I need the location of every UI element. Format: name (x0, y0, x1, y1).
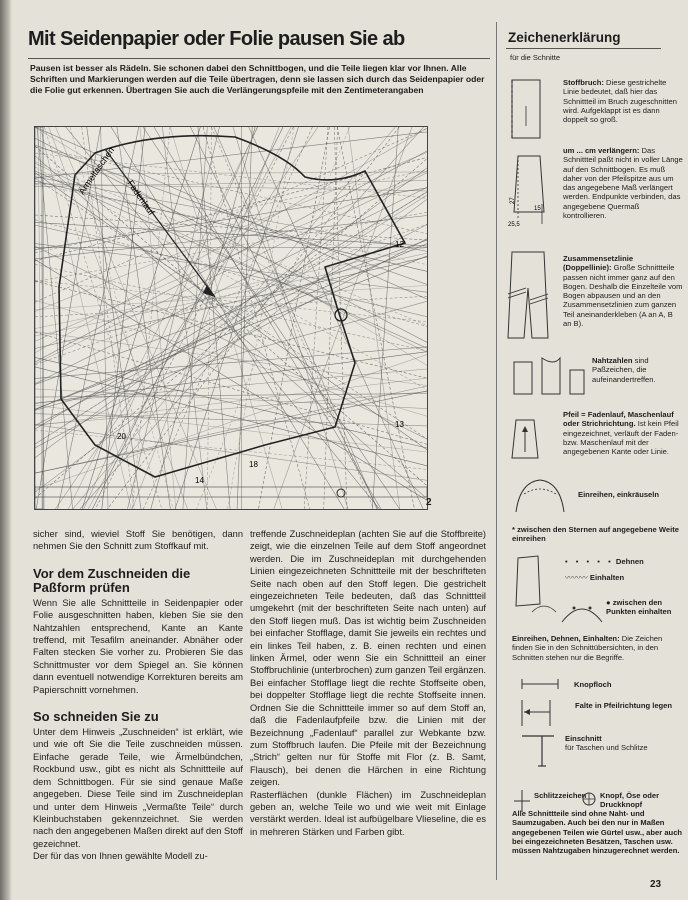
legend-einschnitt-head: Einschnitt (565, 734, 602, 743)
pattern-line (35, 244, 427, 293)
legend-nahtzahlen (592, 356, 682, 384)
legend-edi (512, 634, 684, 662)
article-intro: Pausen ist besser als Rädeln. Sie schonen dabei den Schnittbogen, und die Teile liegen klar vor Ihnen. Alle Schriften und Markierungen werden auf die Teile übertragen, denn sie lassen sich durch das Seidenpapier oder die Folie gut erkennen. Übertragen Sie auch die Verlängerungspfeile mit den Zentimeterangaben (30, 63, 485, 95)
heading-passform-line2: Paßform prüfen (33, 579, 130, 595)
page-binding-shadow (0, 0, 12, 900)
heading-passform (33, 567, 243, 595)
legend-knopfloch: Knopfloch (574, 680, 612, 689)
fig-label-18: 18 (249, 460, 258, 469)
pattern-line (35, 195, 427, 444)
stoffbruch-icon (506, 76, 558, 146)
legend-subtitle: für die Schnitte (510, 53, 561, 62)
figure-number: 2 (426, 497, 432, 508)
heading-zuschneiden: So schneiden Sie zu (33, 709, 159, 725)
legend-zusammensetzlinie (563, 254, 683, 328)
col2-paragraph-2: Rasterflächen (dunkle Flächen) im Zuschneideplan geben an, welche Teile wo und wie weit mit Einlage verstärkt werden. Ideal ist aufbügelbare Vlieseline, die es in mehreren Stärken und Farben gibt. (250, 789, 486, 837)
col1-paragraph-2: Wenn Sie alle Schnittteile in Seidenpapier oder Folie ausgeschnitten haben, kleben Sie sie den Nahtzahlen entsprechend, Kante an Kante treffend, mit Tesafilm aneinander. Abnäher oder Falten stecken Sie vorher zu. Probieren Sie das Schnittmuster vor dem Spiegel an. Sie können dann eventuell notwendige Korrekturen bereits am Papierschnitt vornehmen. (33, 597, 243, 695)
dehnen-einhalten-icon (510, 552, 562, 632)
legend-pfeil (563, 410, 683, 456)
falte-icon (516, 698, 566, 728)
legend-naht-head: Nahtzahlen (592, 356, 633, 365)
pattern-line (35, 147, 427, 234)
legend-title-rule (506, 48, 661, 49)
legend-dehnen-label: Dehnen (615, 557, 644, 566)
article-title: Mit Seidenpapier oder Folie pausen Sie ab (28, 28, 405, 50)
col2-paragraph-1: treffende Zuschneideplan (achten Sie auf die Stoffbreite) zeigt, wie die einzelnen Teile auf dem Stoff angeordnet werden. Die im Zuschneideplan mit durchgehenden Linien eingezeichneten Schnittteile mit der beschrifteten Seite nach oben auf den Stoff legen. Die gestrichelt eingezeichneten Teile bedeuten, daß das Schnittteil umgekehrt (mit der beschrifteten Seite nach unten) auf den Stoff liegen muß. Das ist wichtig beim Zuschneiden bei einfacher Stofflage, damit Sie jeweils ein rechtes und ein linkes Teil haben, z. B. einen rechten und einen linken Ärmel, oder wenn Sie ein Schnittteil an einer Stoffbruchlinie (unterbrochen) zum ganzen Teil ergänzen. Bei einfacher Stofflage liegt die rechte Stoffseite oben, bei doppelter Stofflage liegt die rechte Stoffseite innen. Ordnen Sie die Schnittteile immer so auf dem Stoff an, daß die Fadenlaufpfeile bzw. die Linien mit der Bezeichnung „Fadenlauf“ parallel zur Webkante bzw. zum Stoffbruch laufen. Die Pfeile mit der Bezeichnung „Strich“ gelten nur für Stoffe mit Flor (z. B. Samt, Flausch), bei denen die Härchen in eine Richtung zeigen. (250, 529, 486, 788)
legend-einschnitt (565, 734, 675, 753)
verl-num-3: 15 (534, 206, 541, 212)
text-column-1 (33, 528, 243, 863)
pattern-line (35, 430, 427, 469)
legend-sterne: * zwischen den Sternen auf angegebene Weite einreihen (512, 525, 679, 544)
pattern-line (35, 357, 427, 448)
legend-footer-note: Alle Schnittteile sind ohne Naht- und Saumzugaben. Auch bei den nur in Maßen angegebenen Teilen wie Gürtel usw., aber auch bei eingezeichneten Besätzen, Taschen usw. müssen Nahtzugaben hinzugerechnet werden. (512, 809, 683, 856)
text-column-2 (250, 528, 486, 838)
pattern-line (35, 178, 427, 439)
column-divider (496, 22, 497, 880)
einhalten-punkte-icon (560, 596, 604, 624)
pattern-line (35, 378, 427, 425)
heading-passform-line1: Vor dem Zuschneiden die (33, 565, 191, 581)
title-rule (28, 58, 490, 59)
legend-verlaengern-head: um ... cm verlängern: (563, 146, 640, 155)
pattern-line (66, 127, 380, 509)
fig-label-14: 14 (195, 476, 204, 485)
verlaengern-icon (504, 152, 560, 232)
verl-num-2: 25,5 (508, 222, 520, 228)
dehnen-dots: • • • • • (565, 557, 614, 566)
legend-einhalten-label: Einhalten (589, 573, 625, 582)
fig-label-armeltaschen: Ärmeltaschen (76, 145, 117, 197)
fig-label-12: 12 (395, 240, 404, 249)
pattern-line (274, 127, 412, 509)
legend-zus-text: Große Schnittteile passen nicht immer ganz auf den Bogen. Deshalb die Einzelteile vom Bogen abpausen und an den Zusammensetzlinien zum ganzen Teil aneinanderkleben (A an A, B an B). (563, 263, 683, 329)
legend-stoffbruch-head: Stoffbruch: (563, 78, 604, 87)
pattern-line (372, 127, 398, 509)
einhalten-wave: 〰〰〰 (565, 573, 588, 582)
col1-paragraph-3: Unter dem Hinweis „Zuschneiden“ ist erklärt, wie und wie oft Sie die Teile zuschneiden müssen. Einfache gerade Teile, wie Ärmelbündchen, Rockbund usw., gibt es nicht als Schnittteile auf dem Schnittbogen. Für sie sind genaue Maße angegeben. Diese Teile sind im Zuschneideplan und unter dem Hinweis „Vermaßte Teile“ durch Kleinbuchstaben gekennzeichnet. Sie werden nach den angegebenen Maßen direkt auf den Stoff gezeichnet. (33, 727, 243, 849)
pattern-line (38, 127, 42, 509)
pattern-line (35, 167, 427, 390)
pattern-line (35, 296, 427, 317)
zusammensetzlinie-icon (504, 248, 556, 344)
legend-title: Zeichenerklärung (508, 30, 621, 45)
fig-label-13: 13 (395, 420, 404, 429)
legend-pfeil-text: Ist kein Pfeil eingezeichnet, verläuft der Faden- bzw. Maschenlauf mit der angegebenen Kante oder Linie. (563, 419, 679, 457)
legend-verlaengern (563, 146, 683, 220)
legend-zus-head: Zusammensetzlinie (Doppellinie): (563, 254, 634, 273)
fig-label-20: 20 (117, 432, 126, 441)
knopf-icon (580, 790, 598, 808)
legend-stoffbruch-text: Diese gestrichelte Linie bedeutet, daß hier das Schnittteil im Bruch zugeschnitten wird. Aufgeklappt ist es dann doppelt so groß. (563, 78, 677, 125)
legend-edi-head: Einreihen, Dehnen, Einhalten: (512, 634, 620, 643)
legend-einreihen: Einreihen, einkräuseln (578, 490, 660, 499)
legend-verlaengern-text: Das Schnittteil paßt nicht in voller Länge auf den Schnittbogen. Es muß daher von der Pfeilspitze aus um das angegebene Maß verlängert werden. Endpunkte verbinden, das angegebene Quermaß kontrollieren. (563, 146, 683, 221)
pattern-line (68, 127, 257, 509)
verl-num-1: 27 (510, 197, 516, 204)
legend-edi-text: Die Zeichen finden Sie in den Schnittübersichten, in den Schnitten stehen nur die Begriffe. (512, 634, 663, 662)
pattern-sheet-drawing (35, 127, 427, 509)
pattern-line (35, 391, 427, 473)
legend-schlitz: Schlitzzeichen (534, 791, 587, 800)
fadenlauf-arrow-icon (510, 414, 550, 464)
nahtzahlen-icon (510, 352, 590, 400)
legend-falte: Falte in Pfeilrichtung legen (575, 701, 673, 710)
pattern-line (35, 199, 427, 492)
notch-circle-bottom (337, 489, 345, 497)
einreihen-icon (512, 474, 568, 516)
pattern-line (214, 127, 377, 509)
pattern-line (35, 285, 427, 309)
legend-stoffbruch (563, 78, 681, 124)
page-number: 23 (650, 879, 662, 890)
legend-einschnitt-text: für Taschen und Schlitze (565, 743, 648, 753)
pattern-line (304, 127, 328, 509)
legend-zwischen-punkten-text: zwischen den Punkten einhalten (606, 598, 672, 617)
legend-knopf: Knopf, Öse oder Druckknopf (600, 791, 660, 810)
legend-einhalten (565, 573, 685, 582)
col1-paragraph-4: Der für das von Ihnen gewählte Modell zu- (33, 851, 208, 862)
pattern-line (35, 355, 427, 490)
fig-label-fadenlauf: Fadenlauf (125, 178, 157, 217)
col1-paragraph-1: sicher sind, wieviel Stoff Sie benötigen, dann nehmen Sie den Schnitt zum Stoffkauf mit. (33, 529, 243, 552)
legend-dehnen (565, 557, 685, 566)
pattern-line (35, 405, 427, 452)
pattern-line (207, 127, 212, 509)
pattern-sheet-figure (34, 126, 428, 510)
einschnitt-icon (520, 732, 560, 770)
pattern-line (35, 156, 427, 499)
legend-naht-text: sind Paßzeichen, die aufeinandertreffen. (592, 356, 656, 384)
pattern-line (197, 127, 350, 509)
knopfloch-icon (520, 676, 560, 692)
legend-pfeil-head: Pfeil = Fadenlauf, Maschenlauf oder Strichrichtung. (563, 410, 674, 429)
legend-zwischen-punkten: ● zwischen den Punkten einhalten (606, 598, 672, 617)
